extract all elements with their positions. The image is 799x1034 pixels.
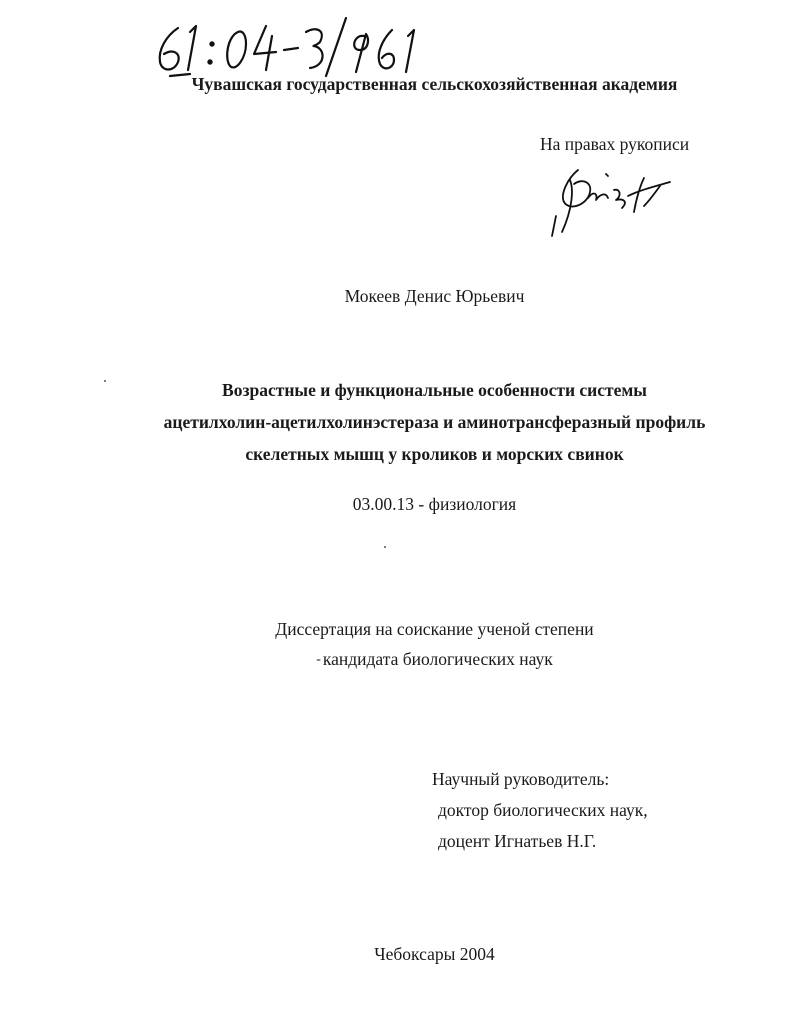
degree-line: кандидата биологических наук — [322, 649, 553, 669]
title-line: ацетилхолин-ацетилхолинэстераза и аминотрансферазный профиль — [163, 412, 706, 432]
title-line: скелетных мышц у кроликов и морских свинок — [245, 444, 624, 464]
degree-dash-mark: - — [316, 652, 321, 667]
manuscript-rights-note: На правах рукописи — [540, 134, 690, 154]
signature — [548, 160, 678, 238]
handwritten-number-drawing — [150, 14, 440, 78]
degree-line: Диссертация на соискание ученой степени — [275, 619, 594, 639]
degree-line-2 — [0, 644, 799, 675]
place-and-year: Чебоксары 2004 — [374, 944, 495, 964]
scan-speck — [384, 546, 386, 548]
supervisor-degree: доктор биологических наук, — [438, 800, 648, 820]
scientific-supervisor — [432, 764, 648, 857]
supervisor-name: доцент Игнатьев Н.Г. — [438, 831, 597, 851]
supervisor-heading: Научный руководитель: — [432, 769, 610, 789]
author-name: Мокеев Денис Юрьевич — [344, 286, 525, 306]
signature-drawing — [548, 160, 678, 238]
specialty-code: 03.00.13 - физиология — [352, 494, 517, 514]
title-line: Возрастные и функциональные особенности системы — [222, 380, 647, 400]
handwritten-archive-number — [150, 14, 440, 78]
scan-speck — [104, 380, 106, 382]
degree-statement — [0, 614, 799, 675]
dissertation-title — [0, 374, 799, 470]
institution-name: Чувашская государственная сельскохозяйственная академия — [191, 74, 678, 94]
